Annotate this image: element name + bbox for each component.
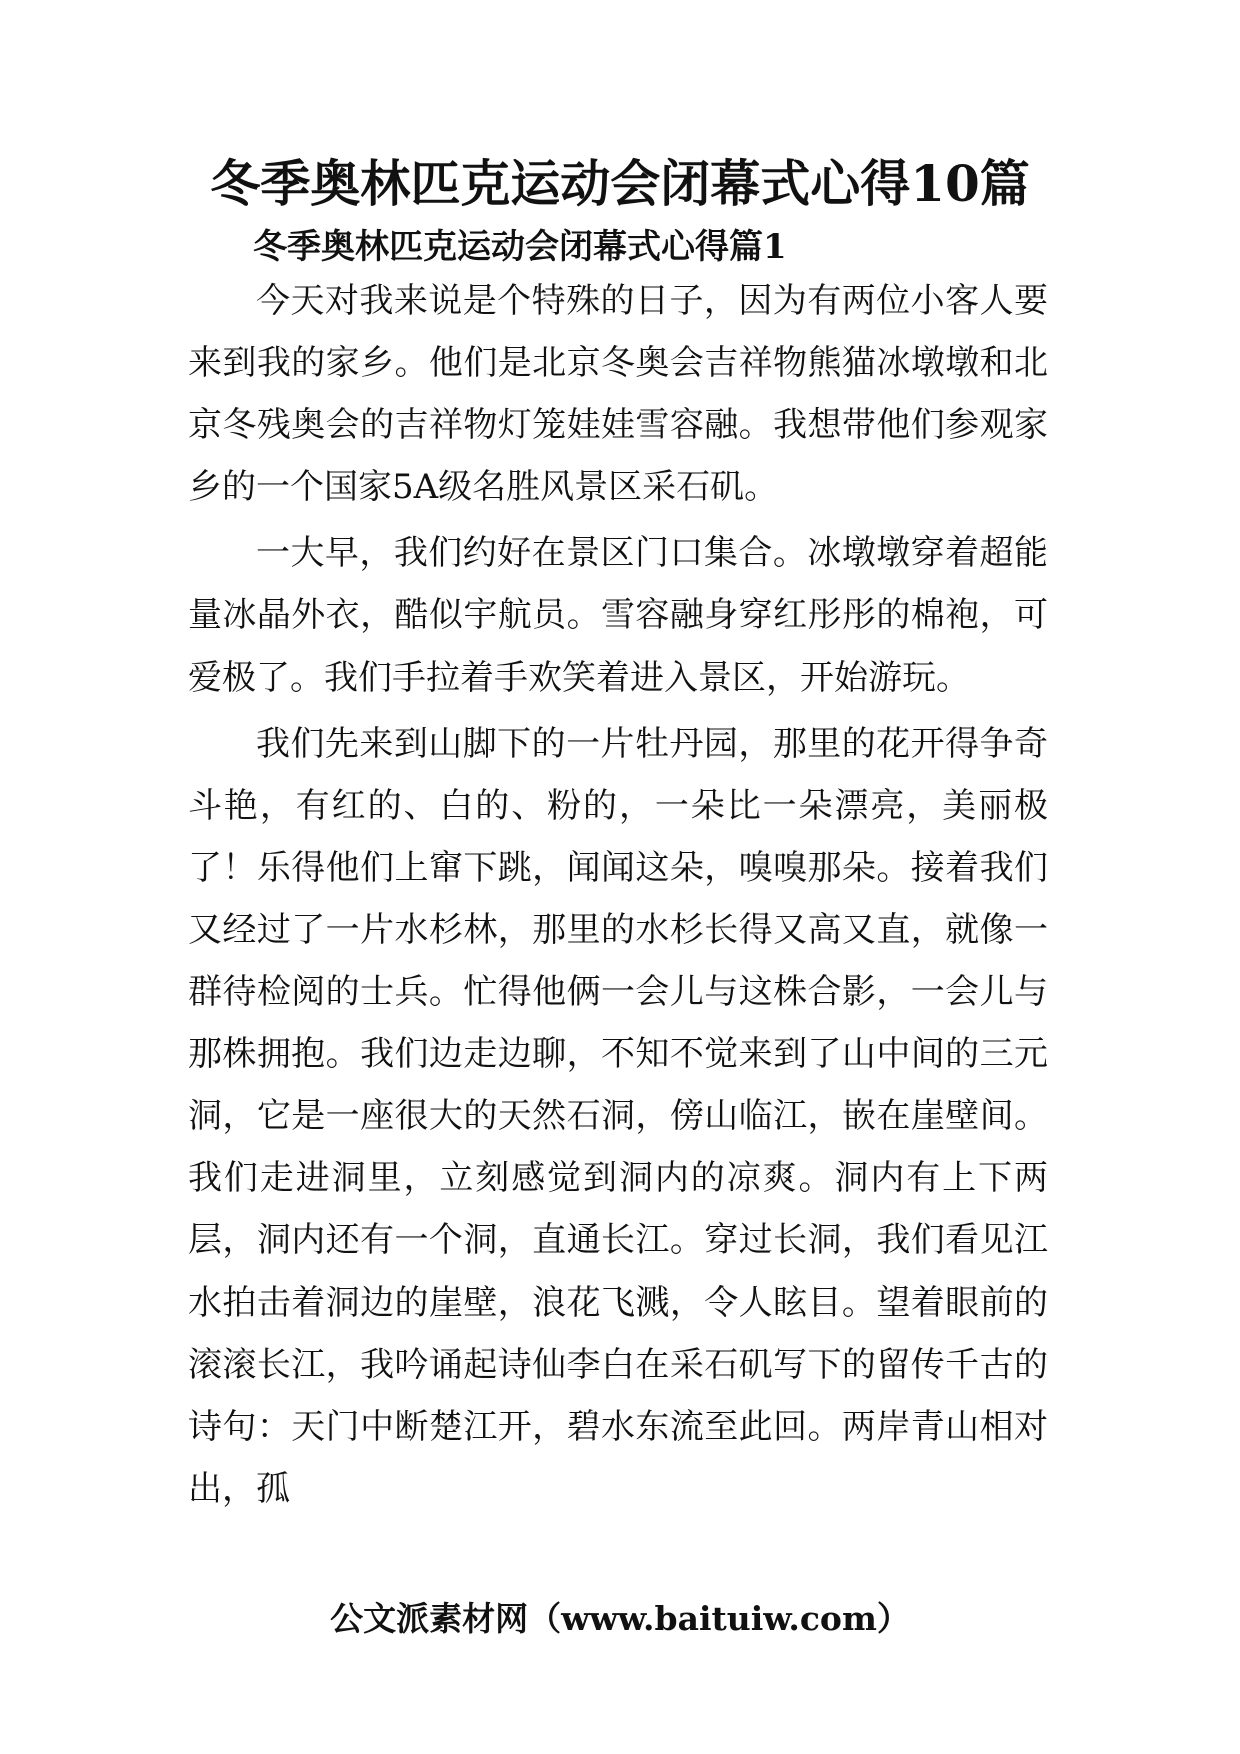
footer-source: 公文派素材网（www.baituiw.com）: [330, 1599, 910, 1638]
body-paragraph-1: 今天对我来说是个特殊的日子，因为有两位小客人要来到我的家乡。他们是北京冬奥会吉祥物熊猫冰墩墩和北京冬残奥会的吉祥物灯笼娃娃雪容融。我想带他们参观家乡的一个国家5A级名胜风景区采石矶。: [188, 281, 1048, 508]
document-body: [188, 270, 1048, 1524]
body-paragraph-2: 一大早，我们约好在景区门口集合。冰墩墩穿着超能量冰晶外衣，酷似宇航员。雪容融身穿红彤彤的棉袍，可爱极了。我们手拉着手欢笑着进入景区，开始游玩。: [188, 533, 1048, 698]
document-title: 冬季奥林匹克运动会闭幕式心得10篇: [210, 154, 1030, 213]
section-title: 冬季奥林匹克运动会闭幕式心得篇1: [253, 227, 787, 267]
body-paragraph-3: 我们先来到山脚下的一片牡丹园，那里的花开得争奇斗艳，有红的、白的、粉的，一朵比一朵漂亮，美丽极了！乐得他们上窜下跳，闻闻这朵，嗅嗅那朵。接着我们又经过了一片水杉林，那里的水杉长得又高又直，就像一群待检阅的士兵。忙得他俩一会儿与这株合影，一会儿与那株拥抱。我们边走边聊，不知不觉来到了山中间的三元洞，它是一座很大的天然石洞，傍山临江，嵌在崖壁间。我们走进洞里，立刻感觉到洞内的凉爽。洞内有上下两层，洞内还有一个洞，直通长江。穿过长洞，我们看见江水拍击着洞边的崖壁，浪花飞溅，令人眩目。望着眼前的滚滚长江，我吟诵起诗仙李白在采石矶写下的留传千古的诗句：天门中断楚江开，碧水东流至此回。两岸青山相对出，孤: [188, 723, 1048, 1509]
